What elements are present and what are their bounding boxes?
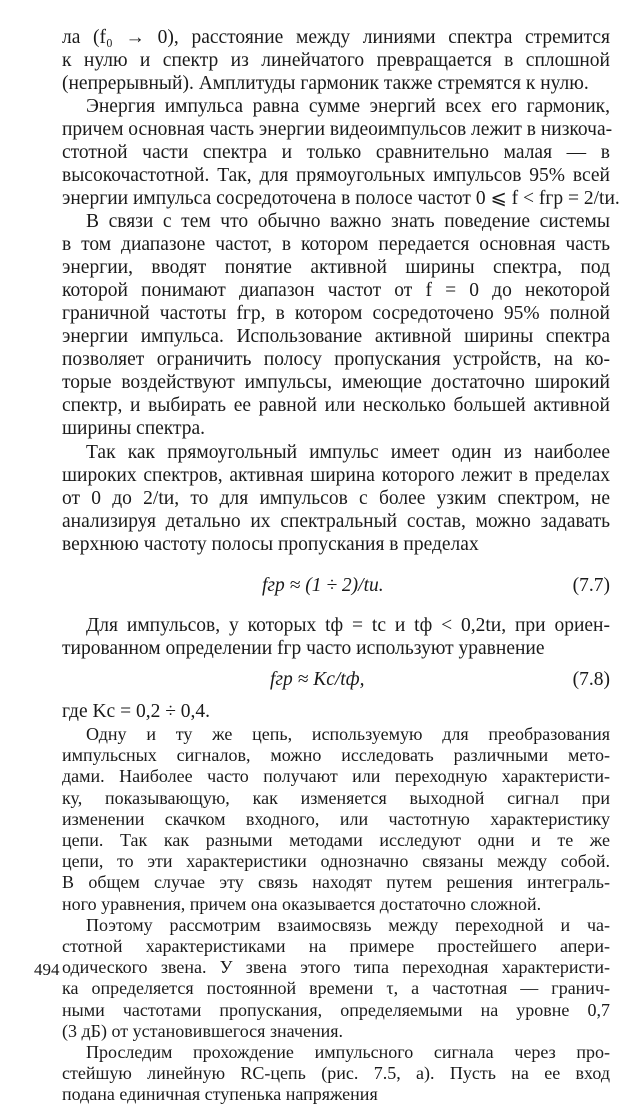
text-line: цепи, то эти характеристики однозначно связаны между собой. <box>62 851 610 872</box>
text-line: стейшую линейную RC-цепь (рис. 7.5, а). Пусть на ее вход <box>62 1063 610 1084</box>
text-line: к нулю и спектр из линейчатого превращается в сплошной <box>62 50 610 71</box>
text-line: тированном определении fгр часто используют уравнение <box>62 638 545 659</box>
text-line: Проследим прохождение импульсного сигнала через про- <box>86 1042 610 1062</box>
text-line: причем основная часть энергии видеоимпульсов лежит в низкоча- <box>62 119 613 140</box>
text-line: энергии, вводят понятие активной ширины спектра, под <box>62 257 610 278</box>
text-line: одического звена. У звена этого типа переходная характеристи- <box>62 957 610 978</box>
equation-number: (7.7) <box>572 575 610 596</box>
where-line: где Kс = 0,2 ÷ 0,4. <box>62 701 211 722</box>
text-line: которой понимают диапазон частот от f = 0 до некоторой <box>62 280 610 301</box>
text-line: в том диапазоне частот, в котором передается основная часть <box>62 234 610 255</box>
text-line: ного уравнения, причем она оказывается достаточно сложной. <box>62 893 542 914</box>
text-line: В общем случае эту связь находят путем решения интеграль- <box>62 872 610 893</box>
text-line: изменении скачком входного, или частотную характеристику <box>62 808 610 829</box>
text-line: дами. Наиболее часто получают или переходную характеристи- <box>62 766 610 787</box>
text-line: Энергия импульса равна сумме энергий всех его гармоник, <box>86 96 610 117</box>
equation-7-7: fгр ≈ (1 ÷ 2)/tи. <box>262 575 384 596</box>
text-line: Для импульсов, у которых tф = tс и tф < 0,2tи, при ориен- <box>86 615 610 636</box>
text-line: ку, показывающую, как изменяется выходной сигнал при <box>62 787 610 808</box>
text-line: стотной характеристиками на примере простейшего апери- <box>62 936 610 956</box>
page-number: 494 <box>34 960 60 979</box>
text-line: анализируя детально их спектральный состав, можно задавать <box>62 511 610 532</box>
text-line: цепи. Так как разными методами исследуют одни и те же <box>62 830 610 850</box>
text-line: (непрерывный). Амплитуды гармоник также стремятся к нулю. <box>62 73 589 94</box>
text-line: ными частотами пропускания, определяемыми на уровне 0,7 <box>62 999 610 1020</box>
equation-number: (7.8) <box>572 669 610 690</box>
text-line: импульсных сигналов, можно исследовать различными мето- <box>62 745 610 766</box>
equation-7-8: fгр ≈ Kс/tф, <box>270 669 365 690</box>
text-line: верхнюю частоту полосы пропускания в пределах <box>62 534 479 555</box>
text-line: граничной частоты fгр, в котором сосредоточено 95% полной <box>62 303 610 324</box>
text-line: Одну и ту же цепь, используемую для преобразования <box>86 724 610 744</box>
text-line: высокочастотной. Так, для прямоугольных импульсов 95% всей <box>62 165 610 186</box>
text-line: энергии импульса. Использование активной ширины спектра <box>62 326 610 347</box>
text-line: (3 дБ) от установившегося значения. <box>62 1020 344 1041</box>
text-line: Так как прямоугольный импульс имеет один из наиболее <box>86 442 610 463</box>
text-line: ла (f₀ → 0), расстояние между линиями спектра стремится <box>62 27 610 48</box>
text-line: широких спектров, активная ширина которого лежит в пределах <box>62 465 610 486</box>
text-line: позволяет ограничить полосу пропускания устройств, на ко- <box>62 349 610 370</box>
text-line: Поэтому рассмотрим взаимосвязь между переходной и ча- <box>86 914 610 935</box>
text-line: В связи с тем что обычно важно знать поведение системы <box>86 211 610 232</box>
text-line: ка определяется постоянной времени τ, а частотная — гранич- <box>62 978 610 999</box>
text-line: подана единичная ступенька напряжения <box>62 1084 378 1105</box>
text-line: стотной части спектра и только сравнительно малая — в <box>62 142 610 163</box>
text-line: спектр, и выбирать ее равной или несколько большей активной <box>62 395 610 416</box>
text-line: от 0 до 2/tи, то для импульсов с более узким спектром, не <box>62 488 610 509</box>
text-line: энергии импульса сосредоточена в полосе частот 0 ⩽ f < fгр = 2/tи. <box>62 188 620 209</box>
text-line: торые воздействуют импульсы, имеющие достаточно широкий <box>62 372 610 393</box>
text-line: ширины спектра. <box>62 418 206 439</box>
